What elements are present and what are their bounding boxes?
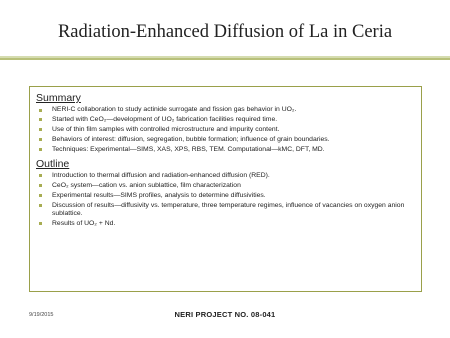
outline-item	[36, 220, 413, 228]
slide-title: Radiation-Enhanced Diffusion of La in Ceria	[57, 22, 393, 42]
bullet-icon	[39, 138, 42, 141]
bullet-icon	[39, 174, 42, 177]
summary-item-text: NERI-C collaboration to study actinide surrogate and fission gas behavior in UO₂.	[52, 106, 297, 113]
outline-item-text: Results of UO₂ + Nd.	[52, 219, 116, 227]
outline-item-text: CeO₂ system—cation vs. anion sublattice, film characterization	[52, 181, 241, 189]
bullet-icon	[39, 184, 42, 187]
summary-item-text: Techniques: Experimental—SIMS, XAS, XPS, RBS, TEM. Computational—kMC, DFT, MD.	[52, 145, 325, 153]
outline-item-text: Introduction to thermal diffusion and radiation-enhanced diffusion (RED).	[52, 171, 270, 179]
outline-item	[36, 172, 413, 180]
outline-item	[36, 182, 413, 190]
summary-item	[36, 136, 413, 144]
outline-heading: Outline	[36, 157, 70, 170]
footer-date: 9/19/2015	[29, 312, 54, 318]
summary-item	[36, 106, 413, 114]
outline-item-text: Experimental results—SIMS profiles, analysis to determine diffusivities.	[52, 191, 266, 199]
bullet-icon	[39, 222, 42, 225]
outline-list	[36, 172, 413, 228]
outline-item-text: Discussion of results—diffusivity vs. temperature, three temperature regimes, influence of vacancies on oxygen anion sublattice.	[52, 201, 405, 217]
summary-item-text: Use of thin film samples with controlled microstructure and impurity content.	[52, 125, 280, 133]
outline-item	[36, 192, 413, 200]
footer-project-number: NERI PROJECT NO. 08-041	[174, 310, 276, 319]
bullet-icon	[39, 118, 42, 121]
bullet-icon	[39, 204, 42, 207]
bullet-icon	[39, 128, 42, 131]
summary-heading: Summary	[36, 92, 81, 104]
summary-item	[36, 116, 413, 124]
outline-item	[36, 202, 413, 219]
bullet-icon	[39, 194, 42, 197]
title-divider	[0, 56, 450, 60]
summary-item	[36, 126, 413, 134]
summary-item-text: Behaviors of interest: diffusion, segregation, bubble formation; influence of grain boundaries.	[52, 135, 330, 143]
bullet-icon	[39, 109, 42, 112]
summary-item-text: Started with CeO₂—development of UO₂ fabrication facilities required time.	[52, 115, 278, 123]
summary-list	[36, 106, 413, 154]
content-box	[29, 86, 422, 292]
bullet-icon	[39, 148, 42, 151]
summary-item	[36, 146, 413, 154]
